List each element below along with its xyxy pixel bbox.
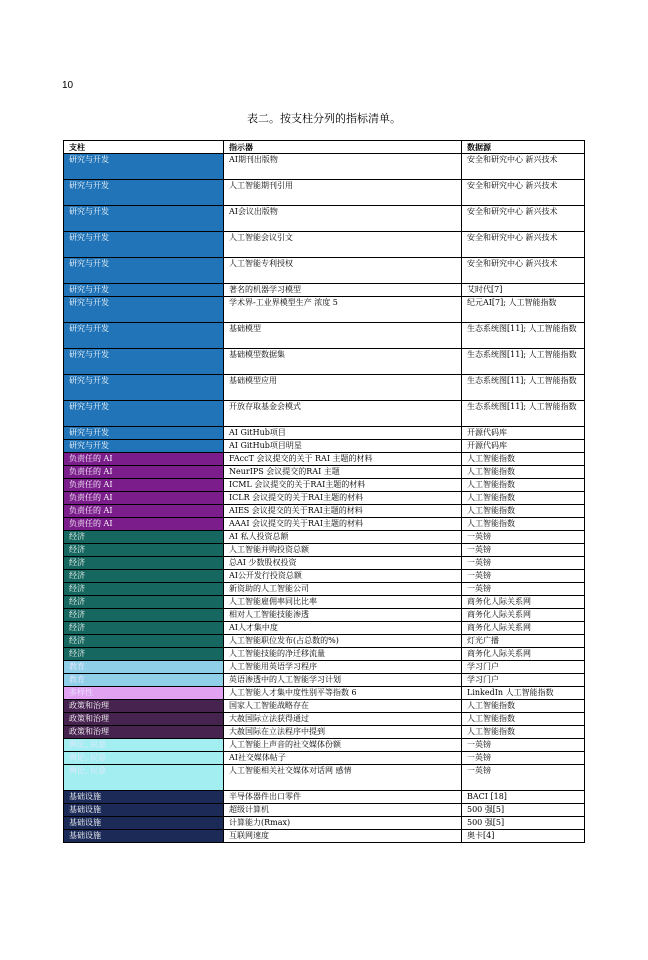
pillar-cell: 负责任的 AI	[64, 453, 224, 466]
table-row	[64, 596, 585, 609]
pillar-cell: 研究与开发	[64, 349, 224, 375]
table-row	[64, 622, 585, 635]
indicator-cell: 互联网速度	[224, 830, 462, 843]
pillar-cell: 基础设施	[64, 791, 224, 804]
table-caption: 表二。按支柱分列的指标清单。	[247, 112, 401, 125]
table-row	[64, 752, 585, 765]
source-cell: 生态系统图[11]; 人工智能指数	[462, 349, 585, 375]
source-cell: 人工智能指数	[462, 466, 585, 479]
source-cell: 灯光广播	[462, 635, 585, 648]
indicator-cell: 计算能力(Rmax)	[224, 817, 462, 830]
source-cell: 奥卡[4]	[462, 830, 585, 843]
indicator-cell: 新资助的人工智能公司	[224, 583, 462, 596]
table-row	[64, 713, 585, 726]
pillar-cell: 经济	[64, 557, 224, 570]
source-cell: 人工智能指数	[462, 726, 585, 739]
table-row	[64, 635, 585, 648]
indicator-cell: 国家人工智能战略存在	[224, 700, 462, 713]
indicator-cell: FAccT 会议提交的关于 RAI 主题的材料	[224, 453, 462, 466]
table-row	[64, 505, 585, 518]
table-header-row	[64, 141, 585, 154]
source-cell: 开源代码库	[462, 427, 585, 440]
table-row	[64, 700, 585, 713]
pillar-cell: 负责任的 AI	[64, 479, 224, 492]
indicator-cell: 人工智能技能的净迁移流量	[224, 648, 462, 661]
table-row	[64, 479, 585, 492]
source-cell: LinkedIn 人工智能指数	[462, 687, 585, 700]
pillar-cell: 基础设施	[64, 817, 224, 830]
pillar-cell: 政策和治理	[64, 713, 224, 726]
indicator-cell: 人工智能会议引文	[224, 232, 462, 258]
table-row	[64, 739, 585, 752]
table-row	[64, 180, 585, 206]
source-cell: 学习门户	[462, 661, 585, 674]
source-cell: 人工智能指数	[462, 505, 585, 518]
header-indicator: 指示器	[224, 141, 462, 154]
indicator-cell: AI GitHub项目明星	[224, 440, 462, 453]
indicator-cell: 相对人工智能技能渗透	[224, 609, 462, 622]
table-row	[64, 557, 585, 570]
indicator-cell: AI 私人投资总额	[224, 531, 462, 544]
table-row	[64, 154, 585, 180]
table-row	[64, 440, 585, 453]
pillar-cell: 研究与开发	[64, 427, 224, 440]
indicator-cell: 人工智能并购投资总额	[224, 544, 462, 557]
indicator-cell: 超级计算机	[224, 804, 462, 817]
indicator-cell: ICLR 会议提交的关于RAI主题的材料	[224, 492, 462, 505]
page-number: 10	[62, 80, 74, 91]
indicator-cell: 开放存取基金会模式	[224, 401, 462, 427]
source-cell: 一英镑	[462, 544, 585, 557]
table-row	[64, 427, 585, 440]
source-cell: BACI [18]	[462, 791, 585, 804]
indicator-cell: 英语渗透中的人工智能学习计划	[224, 674, 462, 687]
table-row	[64, 765, 585, 791]
table-row	[64, 791, 585, 804]
table-body	[64, 154, 585, 843]
source-cell: 人工智能指数	[462, 453, 585, 466]
header-pillar: 支柱	[64, 141, 224, 154]
indicator-cell: 学术界-工业界模型生产 浓度 5	[224, 297, 462, 323]
pillar-cell: 经济	[64, 609, 224, 622]
source-cell: 商务化人际关系网	[462, 622, 585, 635]
source-cell: 安全和研究中心 新兴技术	[462, 232, 585, 258]
indicator-cell: NeurIPS 会议提交的RAI 主题	[224, 466, 462, 479]
source-cell: 生态系统图[11]; 人工智能指数	[462, 401, 585, 427]
pillar-cell: 舆论, 民意	[64, 752, 224, 765]
pillar-cell: 研究与开发	[64, 206, 224, 232]
source-cell: 商务化人际关系网	[462, 648, 585, 661]
pillar-cell: 经济	[64, 583, 224, 596]
indicator-cell: 著名的机器学习模型	[224, 284, 462, 297]
source-cell: 人工智能指数	[462, 479, 585, 492]
table-row	[64, 830, 585, 843]
pillar-cell: 研究与开发	[64, 258, 224, 284]
pillar-cell: 负责任的 AI	[64, 518, 224, 531]
table-row	[64, 349, 585, 375]
indicator-cell: 人工智能专利授权	[224, 258, 462, 284]
indicator-cell: AI社交媒体帖子	[224, 752, 462, 765]
pillar-cell: 经济	[64, 596, 224, 609]
source-cell: 一英镑	[462, 583, 585, 596]
indicator-cell: 人工智能期刊引用	[224, 180, 462, 206]
indicator-cell: AI GitHub项目	[224, 427, 462, 440]
pillar-cell: 经济	[64, 622, 224, 635]
indicator-cell: 半导体器件出口零件	[224, 791, 462, 804]
pillar-cell: 经济	[64, 531, 224, 544]
indicator-cell: 大赦国际立法获得通过	[224, 713, 462, 726]
table-row	[64, 674, 585, 687]
pillar-cell: 经济	[64, 544, 224, 557]
indicator-cell: 人工智能用英语学习程序	[224, 661, 462, 674]
indicator-cell: 人工智能相关社交媒体对话网 感情	[224, 765, 462, 791]
pillar-cell: 多样性	[64, 687, 224, 700]
indicator-cell: 人工智能人才集中度性别平等指数 6	[224, 687, 462, 700]
pillar-cell: 基础设施	[64, 830, 224, 843]
table-row	[64, 609, 585, 622]
indicator-cell: 总AI 少数股权投资	[224, 557, 462, 570]
indicator-cell: AI会议出版物	[224, 206, 462, 232]
source-cell: 一英镑	[462, 739, 585, 752]
table-row	[64, 258, 585, 284]
pillar-cell: 负责任的 AI	[64, 505, 224, 518]
source-cell: 商务化人际关系网	[462, 609, 585, 622]
indicator-cell: 基础模型应用	[224, 375, 462, 401]
table-row	[64, 492, 585, 505]
pillar-cell: 政策和治理	[64, 700, 224, 713]
table-row	[64, 648, 585, 661]
indicator-cell: ICML 会议提交的关于RAI主题的材料	[224, 479, 462, 492]
table-row	[64, 232, 585, 258]
pillar-cell: 舆论, 民意	[64, 765, 224, 791]
indicator-cell: AI公开发行投资总额	[224, 570, 462, 583]
pillar-cell: 经济	[64, 635, 224, 648]
table-row	[64, 531, 585, 544]
pillar-cell: 研究与开发	[64, 401, 224, 427]
pillar-cell: 研究与开发	[64, 232, 224, 258]
pillar-cell: 负责任的 AI	[64, 466, 224, 479]
table-row	[64, 804, 585, 817]
source-cell: 人工智能指数	[462, 700, 585, 713]
header-source: 数据源	[462, 141, 585, 154]
indicator-cell: AI期刊出版物	[224, 154, 462, 180]
pillar-cell: 研究与开发	[64, 375, 224, 401]
table-row	[64, 583, 585, 596]
table-row	[64, 726, 585, 739]
source-cell: 安全和研究中心 新兴技术	[462, 180, 585, 206]
source-cell: 一英镑	[462, 531, 585, 544]
table-row	[64, 284, 585, 297]
source-cell: 艾时代[7]	[462, 284, 585, 297]
table-row	[64, 518, 585, 531]
pillar-cell: 经济	[64, 570, 224, 583]
table-row	[64, 297, 585, 323]
indicator-cell: 基础模型	[224, 323, 462, 349]
indicator-cell: 大赦国际在立法程序中提到	[224, 726, 462, 739]
pillar-cell: 负责任的 AI	[64, 492, 224, 505]
source-cell: 一英镑	[462, 557, 585, 570]
source-cell: 纪元AI[7]; 人工智能指数	[462, 297, 585, 323]
pillar-cell: 教育	[64, 661, 224, 674]
source-cell: 生态系统图[11]; 人工智能指数	[462, 323, 585, 349]
indicator-cell: 人工智能职位发布(占总数的%)	[224, 635, 462, 648]
table-row	[64, 323, 585, 349]
source-cell: 人工智能指数	[462, 713, 585, 726]
table-row	[64, 817, 585, 830]
source-cell: 商务化人际关系网	[462, 596, 585, 609]
pillar-cell: 经济	[64, 648, 224, 661]
table-row	[64, 570, 585, 583]
indicator-cell: AAAI 会议提交的关于RAI主题的材料	[224, 518, 462, 531]
source-cell: 一英镑	[462, 765, 585, 791]
source-cell: 安全和研究中心 新兴技术	[462, 258, 585, 284]
table-row	[64, 544, 585, 557]
pillar-cell: 研究与开发	[64, 154, 224, 180]
pillar-cell: 政策和治理	[64, 726, 224, 739]
source-cell: 开源代码库	[462, 440, 585, 453]
table-row	[64, 375, 585, 401]
pillar-cell: 研究与开发	[64, 284, 224, 297]
pillar-cell: 研究与开发	[64, 297, 224, 323]
indicator-cell: 人工智能雇佣率同比比率	[224, 596, 462, 609]
source-cell: 500 强[5]	[462, 804, 585, 817]
source-cell: 一英镑	[462, 752, 585, 765]
source-cell: 学习门户	[462, 674, 585, 687]
source-cell: 生态系统图[11]; 人工智能指数	[462, 375, 585, 401]
source-cell: 人工智能指数	[462, 518, 585, 531]
table-row	[64, 687, 585, 700]
table-row	[64, 453, 585, 466]
table-row	[64, 661, 585, 674]
source-cell: 500 强[5]	[462, 817, 585, 830]
source-cell: 安全和研究中心 新兴技术	[462, 206, 585, 232]
indicator-cell: 基础模型数据集	[224, 349, 462, 375]
pillar-cell: 研究与开发	[64, 440, 224, 453]
pillar-cell: 研究与开发	[64, 180, 224, 206]
table-row	[64, 466, 585, 479]
source-cell: 安全和研究中心 新兴技术	[462, 154, 585, 180]
table-row	[64, 206, 585, 232]
table-row	[64, 401, 585, 427]
pillar-cell: 教育	[64, 674, 224, 687]
indicator-cell: AIES 会议提交的关于RAI主题的材料	[224, 505, 462, 518]
indicator-table	[63, 140, 585, 843]
indicator-cell: 人工智能上声音的社交媒体份额	[224, 739, 462, 752]
source-cell: 一英镑	[462, 570, 585, 583]
pillar-cell: 基础设施	[64, 804, 224, 817]
pillar-cell: 舆论, 民意	[64, 739, 224, 752]
source-cell: 人工智能指数	[462, 492, 585, 505]
pillar-cell: 研究与开发	[64, 323, 224, 349]
indicator-cell: AI人才集中度	[224, 622, 462, 635]
